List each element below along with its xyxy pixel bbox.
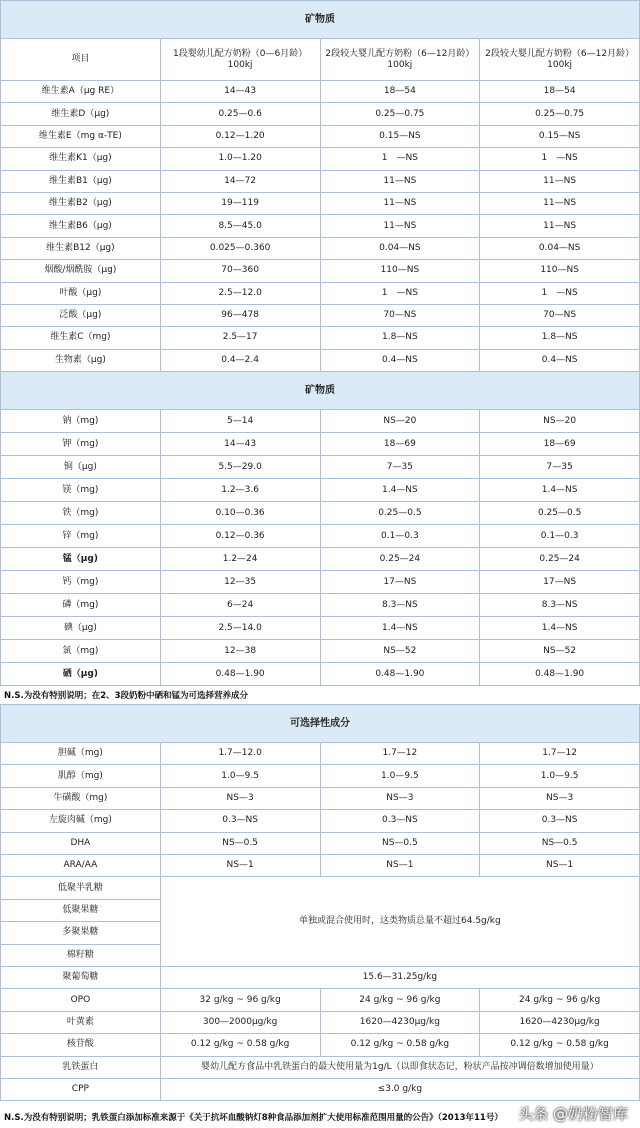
table-row: [1, 525, 640, 548]
table-row: [1, 1034, 640, 1056]
table-cell: 硒（μg): [1, 663, 161, 686]
table-cell: NS—0.5: [320, 832, 480, 854]
table-cell: 低聚果糖: [1, 899, 161, 921]
table-cell: 8.3—NS: [480, 594, 640, 617]
table-cell: 叶酸（μg): [1, 282, 161, 304]
table-cell: 0.15—NS: [480, 125, 640, 147]
table-cell: 牛磺酸（mg): [1, 787, 161, 809]
table-cell: NS—1: [480, 855, 640, 877]
table-cell: 矿物质: [1, 372, 640, 410]
table-row: [1, 855, 640, 877]
table-cell: 维生素K1（μg): [1, 148, 161, 170]
table-cell: 15.6—31.25g/kg: [160, 966, 639, 988]
table-cell: 14—43: [160, 433, 320, 456]
table-cell: 棉籽糖: [1, 944, 161, 966]
table-cell: 1 —NS: [320, 282, 480, 304]
table-cell: 婴幼儿配方食品中乳铁蛋白的最大使用量为1g/L（以即食状态记，粉状产品按冲调倍数增加使用量）: [160, 1056, 639, 1078]
table-cell: 0.04—NS: [480, 237, 640, 259]
table-cell: 110—NS: [480, 260, 640, 282]
table-cell: NS—1: [160, 855, 320, 877]
table-row: [1, 663, 640, 686]
table-cell: NS—52: [320, 640, 480, 663]
table-cell: 0.1—0.3: [480, 525, 640, 548]
table-cell: 维生素C（mg): [1, 327, 161, 349]
table-cell: 1.2—24: [160, 548, 320, 571]
table-cell: OPO: [1, 989, 161, 1011]
table-cell: 1.7—12.0: [160, 743, 320, 765]
table-cell: 18—69: [480, 433, 640, 456]
table-cell: 24 g/kg ~ 96 g/kg: [480, 989, 640, 1011]
table-row: [1, 1011, 640, 1033]
table-cell: 0.25—24: [480, 548, 640, 571]
table-cell: 锰（μg): [1, 548, 161, 571]
table-cell: NS—3: [160, 787, 320, 809]
table-cell: 1.2—3.6: [160, 479, 320, 502]
table-cell: 5—14: [160, 410, 320, 433]
table-cell: 0.4—NS: [320, 349, 480, 371]
table-cell: 铜（μg): [1, 456, 161, 479]
table-cell: 单独或混合使用时，这类物质总量不超过64.5g/kg: [160, 877, 639, 967]
table-cell: 0.3—NS: [160, 810, 320, 832]
table-cell: 5.5—29.0: [160, 456, 320, 479]
table-row: [1, 479, 640, 502]
table-cell: 1620—4230μg/kg: [480, 1011, 640, 1033]
table-cell: 11—NS: [480, 170, 640, 192]
table-cell: 左旋肉碱（mg): [1, 810, 161, 832]
table-row: [1, 617, 640, 640]
table-cell: 聚葡萄糖: [1, 966, 161, 988]
table-cell: 0.1—0.3: [320, 525, 480, 548]
table-cell: 0.15—NS: [320, 125, 480, 147]
section-header-vitamins: [1, 1, 640, 39]
table-cell: 维生素E（mg α-TE): [1, 125, 161, 147]
table-cell: 1.7—12: [480, 743, 640, 765]
table-cell: 胆碱（mg): [1, 743, 161, 765]
table-cell: 18—69: [320, 433, 480, 456]
table-row: [1, 125, 640, 147]
table-cell: 0.12 g/kg ~ 0.58 g/kg: [480, 1034, 640, 1056]
table-cell: 0.48—1.90: [480, 663, 640, 686]
table-row: [1, 282, 640, 304]
table-cell: 0.25—0.5: [480, 502, 640, 525]
table-cell: 钙（mg): [1, 571, 161, 594]
table-cell: 70—NS: [480, 304, 640, 326]
table-cell: 钠（mg): [1, 410, 161, 433]
table-cell: CPP: [1, 1078, 161, 1100]
table-cell: 8.3—NS: [320, 594, 480, 617]
table-cell: 0.3—NS: [480, 810, 640, 832]
table-cell: 维生素B12（μg): [1, 237, 161, 259]
table-cell: 0.25—0.75: [480, 103, 640, 125]
section-header-optional: [1, 705, 640, 743]
table-row: [1, 327, 640, 349]
table-cell: 0.12 g/kg ~ 0.58 g/kg: [160, 1034, 320, 1056]
table-cell: 12—35: [160, 571, 320, 594]
table-cell: 维生素B1（μg): [1, 170, 161, 192]
table-cell: 维生素A（μg RE）: [1, 81, 161, 103]
table-row: [1, 502, 640, 525]
table-cell: 矿物质: [1, 1, 640, 39]
table-cell: 11—NS: [320, 170, 480, 192]
table-cell: 维生素B6（μg): [1, 215, 161, 237]
table-cell: 铁（mg): [1, 502, 161, 525]
table-cell: 0.04—NS: [320, 237, 480, 259]
table-row: [1, 215, 640, 237]
table-cell: 核苷酸: [1, 1034, 161, 1056]
table-cell: 8.5—45.0: [160, 215, 320, 237]
table-cell: 18—54: [480, 81, 640, 103]
table-cell: 70—NS: [320, 304, 480, 326]
table-cell: 110—NS: [320, 260, 480, 282]
table-cell: NS—0.5: [160, 832, 320, 854]
table-cell: ≤3.0 g/kg: [160, 1078, 639, 1100]
table-cell: 1.4—NS: [320, 617, 480, 640]
table-cell: 6—24: [160, 594, 320, 617]
table-row: [1, 304, 640, 326]
table-cell: 1.0—9.5: [480, 765, 640, 787]
table-row: [1, 640, 640, 663]
table-cell: 0.48—1.90: [160, 663, 320, 686]
column-header-row: [1, 39, 640, 81]
table-cell: 钾（mg): [1, 433, 161, 456]
table-row: [1, 260, 640, 282]
table-cell: 2.5—14.0: [160, 617, 320, 640]
table-cell: 1.0—9.5: [320, 765, 480, 787]
table-cell: 氯（mg): [1, 640, 161, 663]
table-row: [1, 810, 640, 832]
table-row: [1, 433, 640, 456]
table-cell: 17—NS: [320, 571, 480, 594]
table-cell: 0.48—1.90: [320, 663, 480, 686]
table-cell: NS—3: [320, 787, 480, 809]
table-cell: 18—54: [320, 81, 480, 103]
table-cell: ARA/AA: [1, 855, 161, 877]
table-cell: 0.12—0.36: [160, 525, 320, 548]
table-row: [1, 81, 640, 103]
table-cell: 磷（mg): [1, 594, 161, 617]
table-cell: 锌（mg): [1, 525, 161, 548]
table-cell: 0.25—0.6: [160, 103, 320, 125]
note-minerals: N.S.为没有特别说明；在2、3段奶粉中硒和锰为可选择营养成分: [4, 690, 249, 701]
table-cell: NS—20: [480, 410, 640, 433]
table-cell: 70—360: [160, 260, 320, 282]
table-cell: 0.3—NS: [320, 810, 480, 832]
table-cell: 17—NS: [480, 571, 640, 594]
table-cell: 11—NS: [480, 192, 640, 214]
table-cell: NS—1: [320, 855, 480, 877]
table-row: [1, 743, 640, 765]
table-cell: 1 —NS: [320, 148, 480, 170]
table-cell: 烟酸/烟酰胺（μg): [1, 260, 161, 282]
table-cell: NS—0.5: [480, 832, 640, 854]
table-cell: 1.0—1.20: [160, 148, 320, 170]
table-cell: 可选择性成分: [1, 705, 640, 743]
table-cell: 0.25—0.75: [320, 103, 480, 125]
table-cell: 1 —NS: [480, 148, 640, 170]
table-row: [1, 548, 640, 571]
table-cell: 2.5—17: [160, 327, 320, 349]
table-cell: 11—NS: [320, 192, 480, 214]
table-cell: 多聚果糖: [1, 922, 161, 944]
table-row: [1, 237, 640, 259]
table-cell: 生物素（μg): [1, 349, 161, 371]
table-cell: 1段婴幼儿配方奶粉（0—6月龄） 100kj: [160, 39, 320, 81]
table-cell: 1.7—12: [320, 743, 480, 765]
table-cell: 0.25—24: [320, 548, 480, 571]
table-cell: 泛酸（μg): [1, 304, 161, 326]
table-cell: 14—72: [160, 170, 320, 192]
table-cell: NS—52: [480, 640, 640, 663]
table-row: [1, 103, 640, 125]
table-cell: 0.4—2.4: [160, 349, 320, 371]
table-cell: 0.025—0.360: [160, 237, 320, 259]
note-footer: N.S.为没有特别说明；乳铁蛋白添加标准来源于《关于抗坏血酸钠灯8种食品添加剂扩大使用标准范围用量的公告》（2013年11号）: [4, 1113, 503, 1123]
table-cell: 0.25—0.5: [320, 502, 480, 525]
table-cell: 7—35: [480, 456, 640, 479]
table-cell: 11—NS: [320, 215, 480, 237]
table-cell: NS—20: [320, 410, 480, 433]
table-cell: 14—43: [160, 81, 320, 103]
table-cell: 2段较大婴儿配方奶粉（6—12月龄） 100kj: [480, 39, 640, 81]
table-cell: NS—3: [480, 787, 640, 809]
table-cell: 镁（mg): [1, 479, 161, 502]
table-cell: 300—2000μg/kg: [160, 1011, 320, 1033]
table-cell: 1.0—9.5: [160, 765, 320, 787]
table-cell: 1.4—NS: [480, 617, 640, 640]
table-cell: 12—38: [160, 640, 320, 663]
table-cell: 0.10—0.36: [160, 502, 320, 525]
table-cell: 低聚半乳糖: [1, 877, 161, 899]
table-cell: 1.4—NS: [320, 479, 480, 502]
table-row: [1, 594, 640, 617]
table-cell: 0.12 g/kg ~ 0.58 g/kg: [320, 1034, 480, 1056]
table-row: [1, 832, 640, 854]
table-cell: 19—119: [160, 192, 320, 214]
table-cell: 96—478: [160, 304, 320, 326]
table-cell: 0.12—1.20: [160, 125, 320, 147]
table-cell: 项目: [1, 39, 161, 81]
table-row: [1, 989, 640, 1011]
table-cell: 32 g/kg ~ 96 g/kg: [160, 989, 320, 1011]
table-cell: 碘（μg): [1, 617, 161, 640]
table-cell: 2.5—12.0: [160, 282, 320, 304]
table-cell: 1 —NS: [480, 282, 640, 304]
table-row: [1, 787, 640, 809]
table-cell: 0.4—NS: [480, 349, 640, 371]
table-row: [1, 765, 640, 787]
table-cell: 7—35: [320, 456, 480, 479]
table-row: [1, 148, 640, 170]
table-row: [1, 1056, 640, 1078]
table-row: [1, 170, 640, 192]
table-cell: 维生素D（μg): [1, 103, 161, 125]
table-row: [1, 966, 640, 988]
watermark: 头条 @奶粉智库: [518, 1105, 628, 1123]
table-row: [1, 877, 640, 899]
table-cell: 维生素B2（μg): [1, 192, 161, 214]
table-row: [1, 410, 640, 433]
table-cell: 叶黄素: [1, 1011, 161, 1033]
table-cell: 1.8—NS: [480, 327, 640, 349]
table-cell: 1.8—NS: [320, 327, 480, 349]
table-row: [1, 1078, 640, 1100]
table-cell: 24 g/kg ~ 96 g/kg: [320, 989, 480, 1011]
table-row: [1, 192, 640, 214]
table-cell: 2段较大婴儿配方奶粉（6—12月龄） 100kj: [320, 39, 480, 81]
section-header-minerals: [1, 372, 640, 410]
table-cell: 乳铁蛋白: [1, 1056, 161, 1078]
table-cell: 11—NS: [480, 215, 640, 237]
table-cell: 肌醇（mg): [1, 765, 161, 787]
table-cell: 1620—4230μg/kg: [320, 1011, 480, 1033]
table-row: [1, 349, 640, 371]
table-cell: DHA: [1, 832, 161, 854]
table-row: [1, 571, 640, 594]
table-cell: 1.4—NS: [480, 479, 640, 502]
table-row: [1, 456, 640, 479]
